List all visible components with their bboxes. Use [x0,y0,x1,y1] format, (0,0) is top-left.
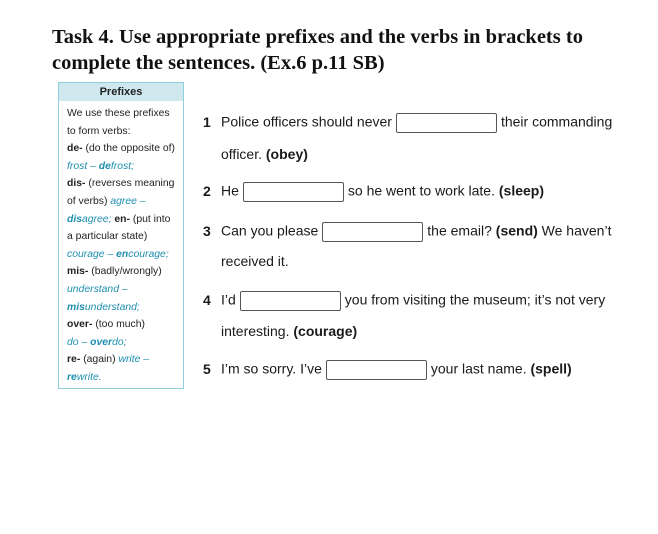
prefixes-box [58,82,184,389]
exercise-number: 5 [203,360,211,377]
prefixes-intro: We use these prefixes to form verbs: [67,108,170,137]
prefix-re: re- [67,354,81,366]
prefix-en-example: courage – encourage; [67,248,169,260]
exercise-5-line-1: 5 I’m so sorry. I’ve your last name. (spell) [203,360,572,380]
exercise-1-answer-input[interactable] [396,113,497,133]
exercise-4-line-2: interesting. (courage) [221,323,358,339]
prefix-en: en- [114,213,130,225]
task-title [52,24,652,76]
exercise-2-line-1: 2 He so he went to work late. (sleep) [203,182,544,202]
prefix-over: over- [67,319,93,331]
prefix-dis: dis- [67,178,86,190]
exercise-number: 1 [203,113,211,130]
exercise-number: 2 [203,182,211,199]
prefix-de-desc: (do the opposite of) [85,143,176,155]
task-title-line-1: Task 4. Use appropriate prefixes and the verbs in brackets to [52,26,583,48]
exercise-4-line-1: 4 I’d you from visiting the museum; it’s not very [203,291,605,311]
exercise-number: 4 [203,291,211,308]
prefix-de: de- [67,143,83,155]
exercise-1-line-2: officer. (obey) [221,146,308,162]
exercise-1-line-1: 1 Police officers should never their commanding [203,113,612,133]
exercise-4-verb: (courage) [293,323,358,339]
exercise-3-verb: (send) [495,222,538,239]
prefix-over-desc: (too much) [95,319,145,331]
exercise-3-line-2: received it. [221,253,289,269]
exercise-3-answer-input[interactable] [322,222,423,242]
exercise-number: 3 [203,222,211,239]
task-title-line-2: complete the sentences. (Ex.6 p.11 SB) [52,52,385,74]
prefix-de-example: frost – defrost; [67,160,135,172]
prefix-re-desc: (again) [83,354,116,366]
prefixes-heading: Prefixes [59,83,183,101]
exercise-5-answer-input[interactable] [326,360,427,380]
prefix-dis-desc: (reverses meaning of verbs) [67,178,175,207]
exercise-2-answer-input[interactable] [243,182,344,202]
prefix-re-example: write – rewrite. [67,354,150,383]
exercise-2-verb: (sleep) [498,182,544,199]
prefix-mis: mis- [67,266,89,278]
exercise-4-answer-input[interactable] [240,291,341,311]
prefix-mis-desc: (badly/wrongly) [91,266,162,278]
prefixes-body [59,101,183,387]
exercise-5-verb: (spell) [530,360,572,377]
exercise-3-line-1: 3 Can you please the email? (send) We haven’t [203,222,611,242]
prefix-en-desc: (put into a particular state) [67,213,171,243]
prefix-dis-example: agree – disagree; [67,195,146,225]
exercise-1-verb: (obey) [265,146,308,162]
prefix-over-example: do – overdo; [67,336,127,348]
prefix-mis-example: understand – misunderstand; [67,283,140,313]
